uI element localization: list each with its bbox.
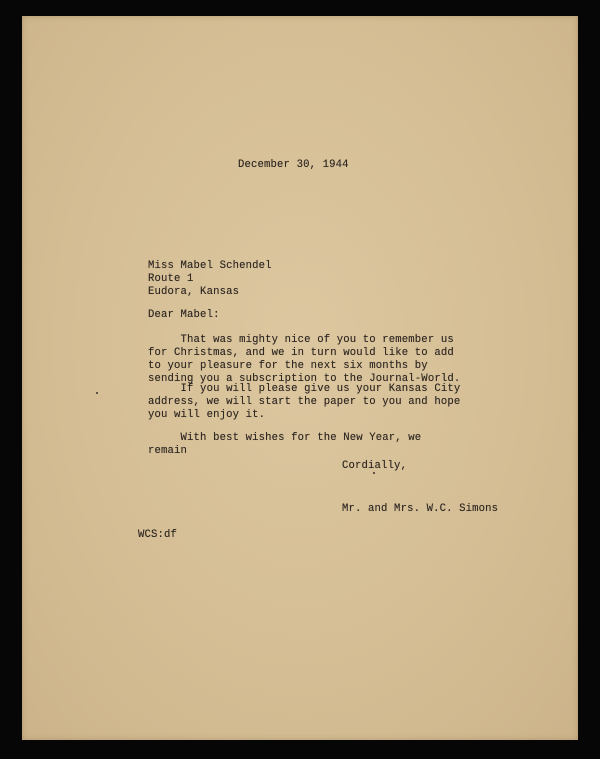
address-line-name: Miss Mabel Schendel [148,260,272,272]
salutation: Dear Mabel: [148,309,220,321]
paragraph-line: address, we will start the paper to you and hope [148,396,461,408]
letter-page [22,16,578,740]
ink-speck [96,392,98,394]
closing: Cordially, [342,460,408,472]
paragraph-line: That was mighty nice of you to remember us [148,334,454,346]
recipient-address [148,260,272,299]
body-paragraph-3 [148,432,421,458]
letter-date: December 30, 1944 [238,159,349,171]
paragraph-line: for Christmas, and we in turn would like to add [148,347,454,359]
body-paragraph-1 [148,334,460,386]
paragraph-line: sending you a subscription to the Journal-World. [148,373,461,385]
paragraph-line: you will enjoy it. [148,409,266,421]
typist-initials: WCS:df [138,529,178,541]
signature-line: Mr. and Mrs. W.C. Simons [342,503,499,515]
paragraph-line: remain [148,445,188,457]
paragraph-line: With best wishes for the New Year, we [148,432,422,444]
body-paragraph-2 [148,383,460,422]
paragraph-line: to your pleasure for the next six months by [148,360,428,372]
address-line-route: Route 1 [148,273,194,285]
address-line-city: Eudora, Kansas [148,286,240,298]
ink-speck [373,472,375,474]
paragraph-line: If you will please give us your Kansas City [148,383,461,395]
